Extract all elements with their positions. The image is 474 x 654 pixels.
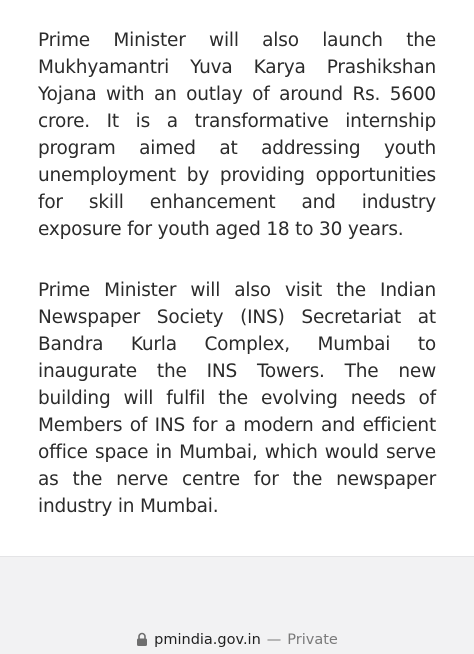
article-paragraph: Prime Minister will also launch the Mukhyamantri Yuva Karya Prashikshan Yojana with an outlay of around Rs. 5600 crore. It is a transformative internship program aimed at addressing youth unemployment by providing opportunities for skill enhancement and industry exposure for youth aged 18 to 30 years.: [38, 30, 436, 240]
url-separator: —: [266, 632, 282, 648]
url-domain: pmindia.gov.in: [154, 632, 261, 648]
article-paragraph: Prime Minister will also visit the Indian Newspaper Society (INS) Secretariat at Bandra Kurla Complex, Mumbai to inaugurate the INS Towers. The new building will fulfil the evolving needs of Members of INS for a modern and efficient office space in Mumbai, which would serve as the nerve centre for the newspaper industry in Mumbai.: [38, 280, 436, 517]
private-mode-label: Private: [287, 632, 338, 648]
lock-icon: [136, 632, 148, 647]
browser-bottom-bar: [0, 556, 474, 654]
address-bar[interactable]: [0, 630, 474, 650]
